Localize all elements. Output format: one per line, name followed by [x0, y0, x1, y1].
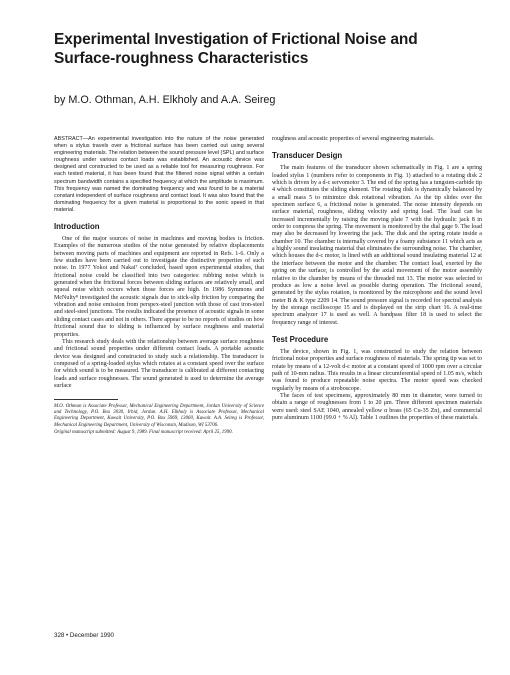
intro-paragraph-1: One of the major sources of noise in machines and moving bodies is friction. Examples of the numerous studies of the noise generated by relative displacements between moving parts of machines and equipment are reported in Refs. 1-6. Only a few studies have been carried out to investigate the distinctive properties of such noise. In 1977 Yokoi and Nakai⁷ concluded, based upon experimental studies, that frictional noise could be classified into two categories: rubbing noise which is generated when the frictional forces between sliding surfaces are relatively small, and squeal noise which occurs when those forces are high. In 1986 Symmons and McNulty⁸ investigated the acoustic signals due to stick-slip friction by comparing the vibration and noise emission from perspex-steel junction with those of cast iron-steel and steel-steel junctions. The results indicated the presence of acoustic signals in some sliding contact cases and not in others. There appear to be no reports of studies on how frictional sound due to sliding is influenced by surface roughness and material properties. — [54, 236, 264, 338]
left-column — [54, 136, 264, 437]
test-paragraph-2: The faces of test specimens, approximately 80 mm in diameter, were turned to obtain a range of roughnesses from 1 to 20 μm. Three different specimen materials were used: steel SAE 1040, annealed yellow α brass (65 Cu-35 Zn), and commercial pure aluminum 1100 (99.0 + % Al). Table 1 outlines the properties of these materials. — [272, 392, 482, 421]
intro-paragraph-2: This research study deals with the relationship between average surface roughness and frictional sound properties under different contact loads. A portable acoustic device was designed and constructed to study such a relationship. The transducer is composed of a spring-loaded stylus which rotates at a constant speed over the surface for which sound is to be measured. The transducer is calibrated at different contacting loads and surface roughnesses. The sound generated is used to determine the average surface — [54, 338, 264, 389]
intro-continuation: roughness and acoustic properties of several engineering materials. — [272, 136, 435, 142]
authors-line: by M.O. Othman, A.H. Elkholy and A.A. Seireg — [54, 94, 276, 106]
section-heading-introduction: Introduction — [54, 222, 100, 232]
section-heading-transducer-design: Transducer Design — [272, 151, 343, 161]
footnote-affiliations: M.O. Othman is Associate Professor, Mechanical Engineering Department, Jordan University of Science and Technology, P.O. Box 3030, Irbid, Jordan. A.H. Elkholy is Associate Professor, Mechanical Engineering Department, Kuwait University, P.O. Box 5969, 13060, Kuwait. A.A. Seireg is Professor, Mechanical Engineering Department, University of Wisconsin, Madison, WI 53706. — [54, 404, 264, 428]
paper-title: Experimental Investigation of Frictional Noise and Surface-roughness Characteristics — [54, 31, 418, 67]
transducer-paragraph: The main features of the transducer shown schematically in Fig. 1 are a spring loaded stylus 1 (numbers refer to components in Fig. 1) attached to a rotating disk 2 which is driven by a d-c servomotor 3. The end of the spring has a tungsten-carbide tip 4 which constitutes the sliding element. The rotating disk is dynamically balanced by a small mass 5 to minimize disk rotational vibration. As the tip slides over the specimen surface 6, a frictional noise is generated. The noise intensity depends on surface material, roughness, sliding velocity and spring load. The load can be increased incrementally by raising the moving plate 7 with the hydraulic jack 8 in order to compress the spring. The movement is monitored by the dial gage 9. The load may also be decreased by lowering the jack. The disk and the spring rotate inside a chamber 10. The chamber is internally covered by a foamy substance 11 which acts as a highly sound insulating material that eliminates the surrounding noise. The chamber, which houses the d-c motor, is lined with an additional sound insulating material 12 at the interface between the motor and the chamber. The contact load, exerted by the spring on the surface, is controlled by the axial movement of the motor assembly relative to the chamber by means of the threaded nut 13. The motor was selected to produce as low a noise level as possible during operation. The frictional sound, generated by the stylus rotation, is monitored by the microphone and the sound level meter B & K type 2209 14. The sound pressure signal is recorded for spectral analysis by the storage oscilloscope 15 and is displayed on the strip chart 16. A real-time spectrum analyzer 17 is used as well. A bandpass filter 18 is used to select the frequency range of interest. — [272, 165, 482, 326]
page-footer: 328 • December 1990 — [54, 632, 114, 639]
abstract: ABSTRACT—An experimental investigation into the nature of the noise generated when a stylus travels over a frictional surface has been carried out using several engineering materials. The relation between the sound pressure level (SPL) and surface roughness under various contact loads was established. An acoustic device was designed and constructed to be used as a reliable tool for measuring roughness. For each tested material, it has been found that the filtered noise signal within a certain spectrum bandwidth contains a specified frequency at which the amplitude is maximum. This frequency was named the dominating frequency and was found to be a material constant independent of surface roughness and contact load. It was also found that the dominating frequency for a given material is proportional to the sonic speed in that material. — [54, 136, 264, 213]
footnote-manuscript-dates: Original manuscript submitted: August 9, 1989. Final manuscript received: April 25, 1990. — [54, 429, 233, 435]
footnote-divider — [54, 399, 118, 400]
test-paragraph-1: The device, shown in Fig. 1, was constructed to study the relation between frictional noise properties and surface roughness of materials. The spring tip was set to rotate by means of a 12-volt d-c motor at a constant speed of 1000 rpm over a circular path of 10-mm radius. This results in a linear circumferential speed of 1.05 m/s, which was found to produce repeatable noise spectra. The motor speed was checked regularly by means of a stroboscope. — [272, 348, 482, 392]
section-heading-test-procedure: Test Procedure — [272, 334, 329, 344]
right-column — [272, 136, 482, 422]
